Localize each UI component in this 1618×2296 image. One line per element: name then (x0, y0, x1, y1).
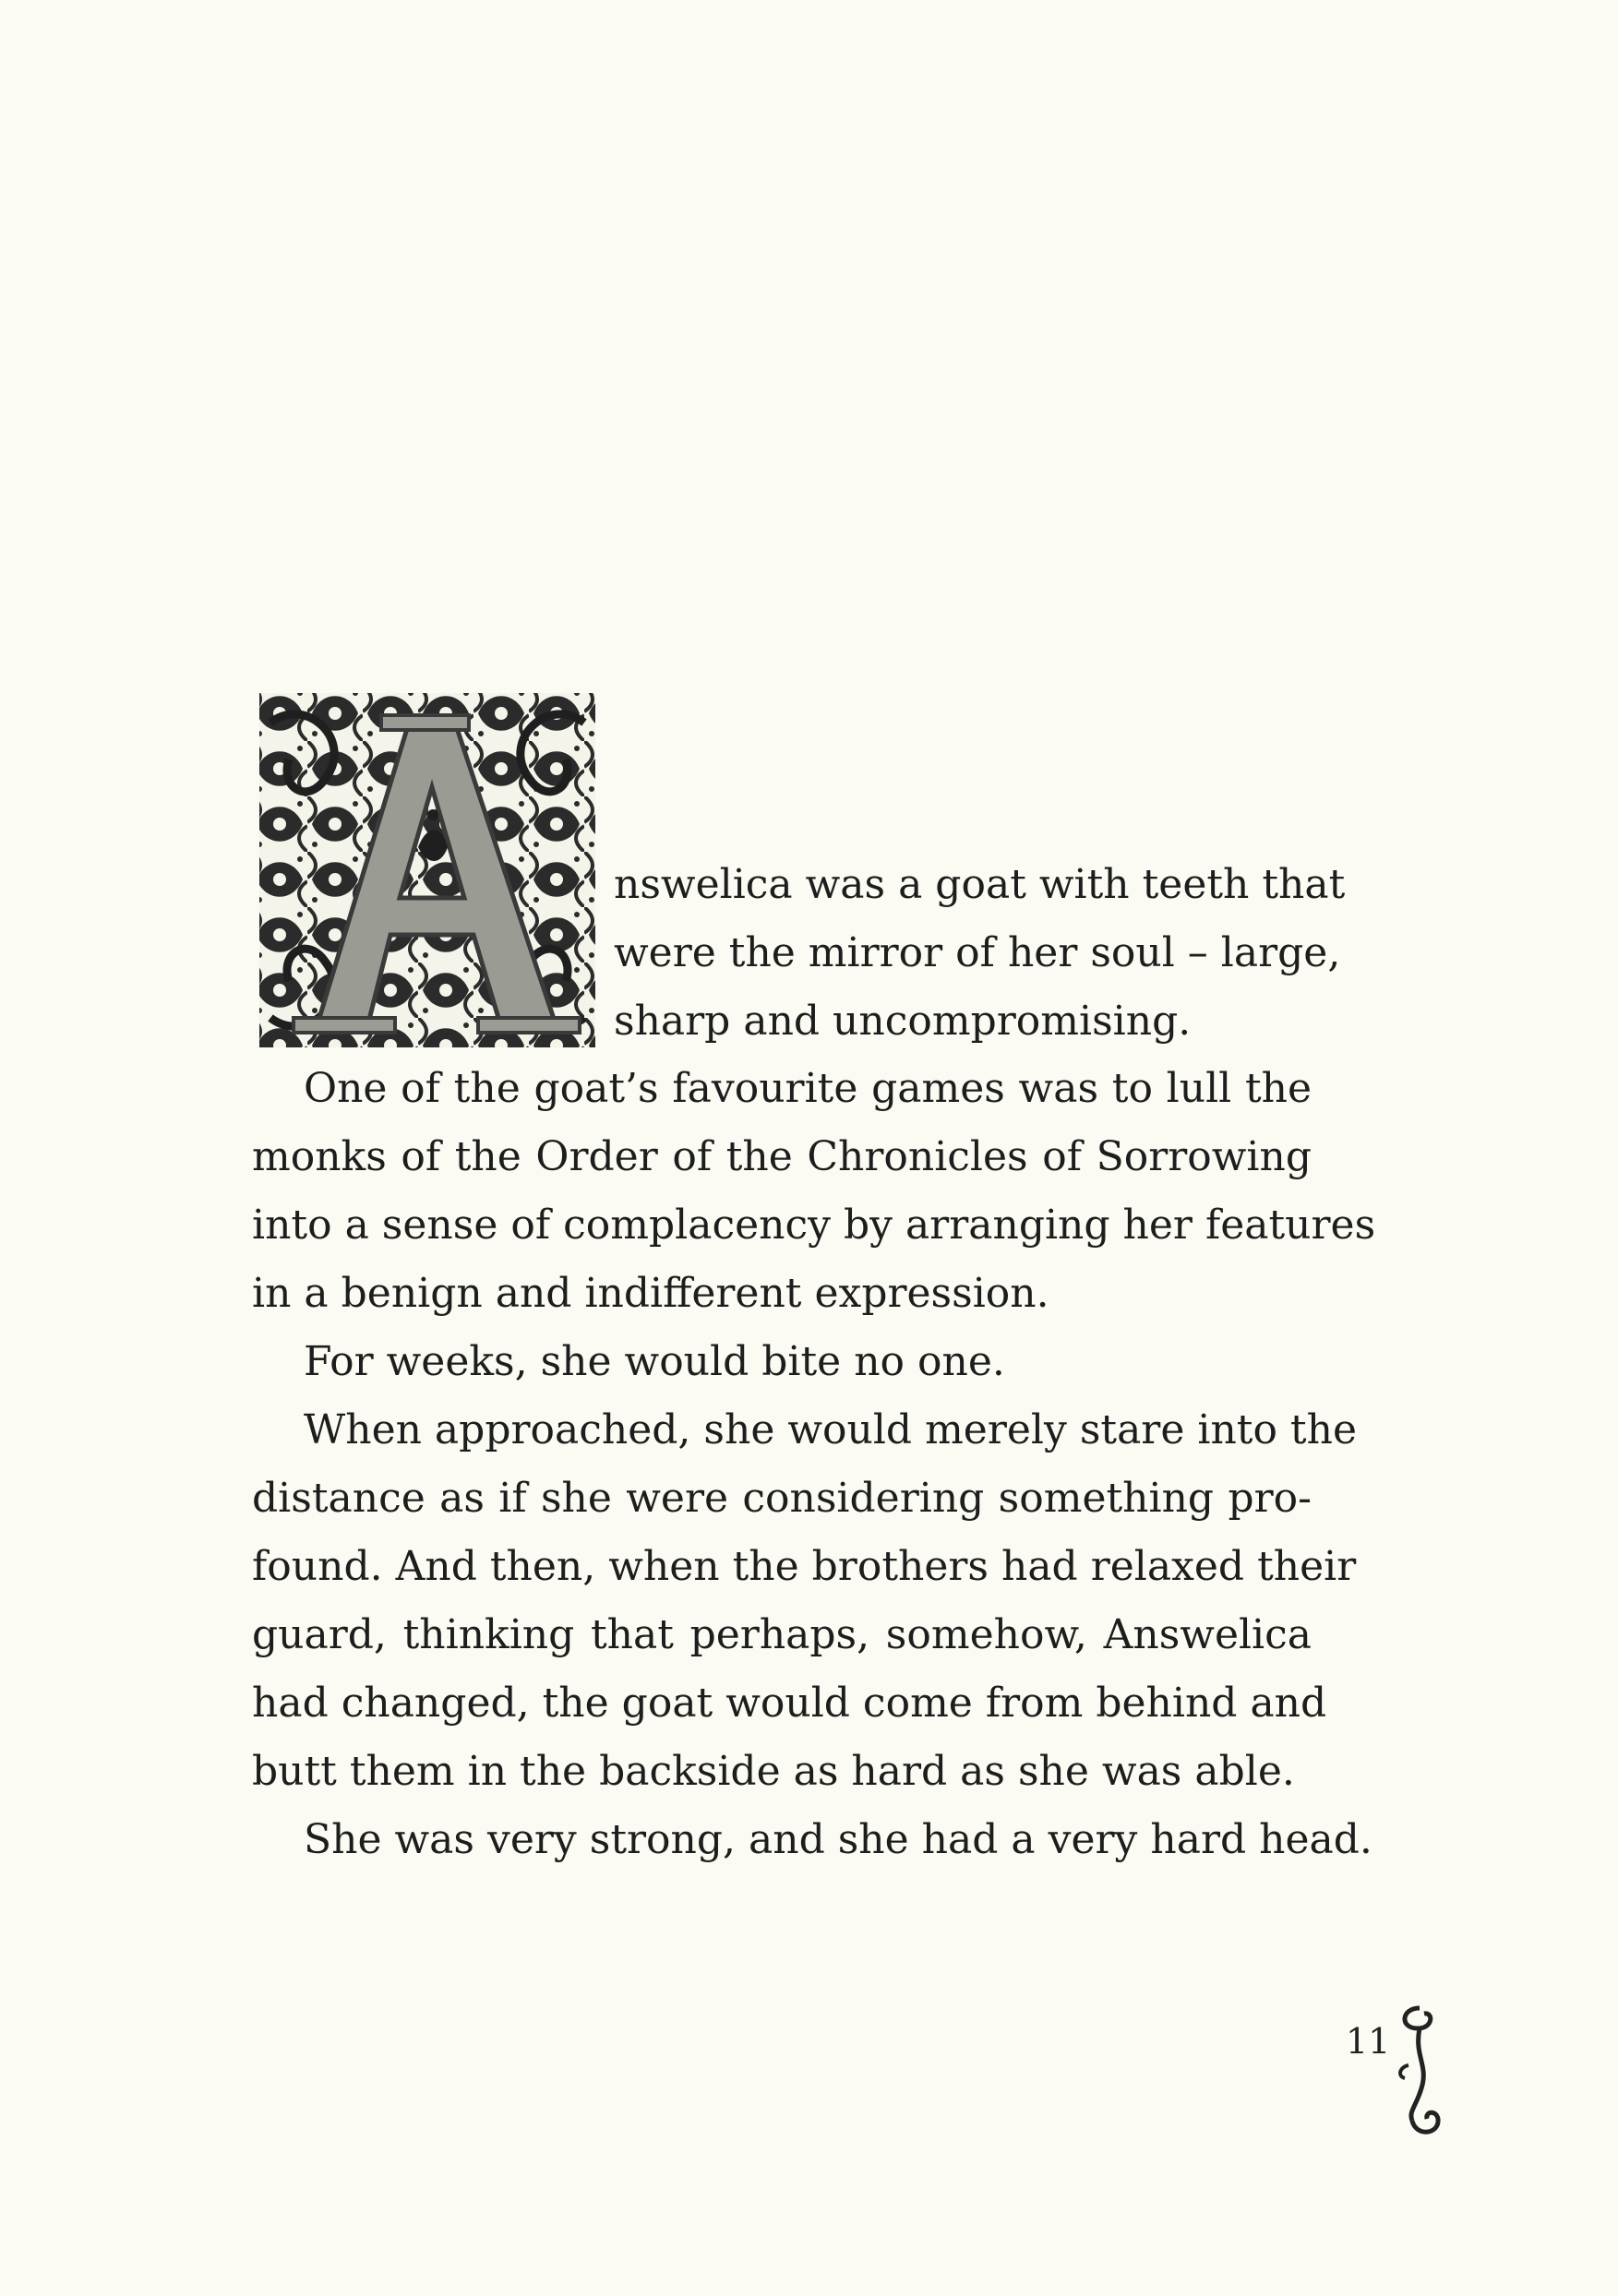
body-line: For weeks, she would bite no one. (304, 1338, 1005, 1385)
lead-line-2: were the mirror of her soul – large, (614, 929, 1341, 976)
body-line: in a benign and indifferent expression. (252, 1270, 1049, 1317)
body-line: into a sense of complacency by arranging her features (252, 1202, 1376, 1249)
drop-cap-illuminated (252, 686, 603, 1055)
body-line: guard, thinking that perhaps, somehow, Answelica (252, 1611, 1312, 1658)
body-line: distance as if she were considering something pro- (252, 1475, 1312, 1522)
body-line: had changed, the goat would come from behind and (252, 1680, 1327, 1727)
body-line: She was very strong, and she had a very hard head. (304, 1816, 1372, 1863)
flourish-ornament-icon (1392, 2001, 1447, 2139)
body-line: When approached, she would merely stare into the (304, 1406, 1357, 1453)
body-line: monks of the Order of the Chronicles of Sorrowing (252, 1133, 1312, 1180)
page-number: 11 (1346, 2021, 1391, 2062)
body-line: found. And then, when the brothers had relaxed their (252, 1543, 1357, 1590)
lead-line-1: nswelica was a goat with teeth that (614, 861, 1346, 908)
body-paragraphs (252, 1055, 1376, 1874)
lead-lines (614, 851, 1346, 1056)
body-line: One of the goat’s favourite games was to lull the (304, 1065, 1312, 1112)
lead-line-3: sharp and uncompromising. (614, 998, 1192, 1045)
body-line: butt them in the backside as hard as she was able. (252, 1748, 1295, 1795)
